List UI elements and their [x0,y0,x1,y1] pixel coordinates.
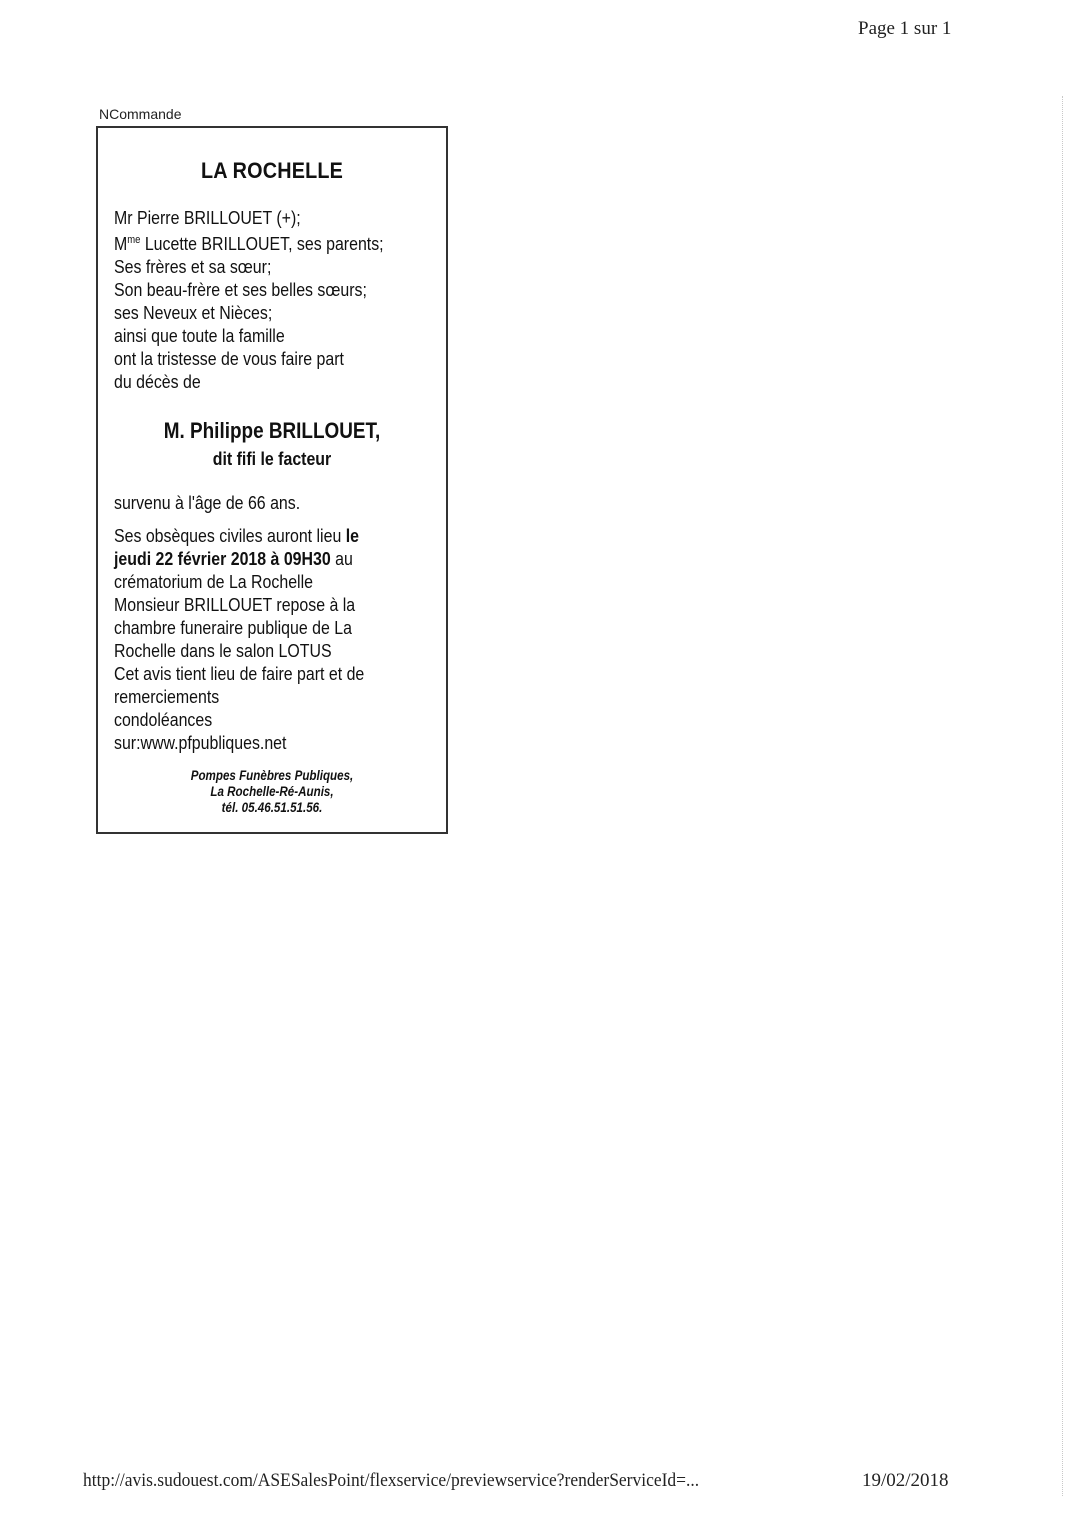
ceremony-line: remerciements [114,686,220,707]
funeral-home-name: Pompes Funèbres Publiques, [190,768,354,783]
family-line: du décès de [114,371,201,393]
ceremony-line: crématorium de La Rochelle [114,571,313,592]
funeral-home-signature [122,768,421,816]
ceremony-line: chambre funeraire publique de La [114,617,352,638]
family-line: ses Neveux et Nièces; [114,302,273,324]
family-line: ainsi que toute la famille [114,325,285,347]
family-line: $M^{me}$ Lucette BRILLOUET, ses parents; [114,233,384,255]
ceremony-line: Ses obsèques civiles auront lieu le [114,525,359,546]
family-line: Mr Pierre BRILLOUET (+); [114,207,301,228]
condolences-link: sur:www.pfpubliques.net [114,732,287,753]
age-line: survenu à l'âge de 66 ans. [114,492,301,513]
deceased-name: M. Philippe BRILLOUET, [163,418,381,443]
family-announcement [114,206,384,393]
ceremony-line: condoléances [114,709,213,730]
funeral-home-phone: tél. 05.46.51.51.56. [221,800,323,815]
obituary-notice [96,126,448,834]
ceremony-line: Rochelle dans le salon LOTUS [114,640,332,661]
footer-date: 19/02/2018 [862,1470,949,1491]
deceased-nickname: dit fifi le facteur [212,448,332,469]
family-line: ont la tristesse de vous faire part [114,348,344,370]
footer-url: http://avis.sudouest.com/ASESalesPoint/flexservice/previewservice?renderServiceId=... [83,1470,700,1491]
ceremony-line: Monsieur BRILLOUET repose à la [114,594,356,615]
family-line: Son beau-frère et ses belles sœurs; [114,279,367,301]
page-number: Page 1 sur 1 [858,18,952,39]
ceremony-date-line: jeudi 22 février 2018 à 09H30 au [114,548,353,569]
scan-edge-divider [1062,96,1063,1496]
city-heading: LA ROCHELLE [200,158,344,183]
ceremony-details [114,524,364,754]
funeral-home-location: La Rochelle-Ré-Aunis, [210,784,334,799]
family-line: Ses frères et sa sœur; [114,256,272,278]
ceremony-line: Cet avis tient lieu de faire part et de [114,663,365,684]
order-label: NCommande [99,106,182,122]
